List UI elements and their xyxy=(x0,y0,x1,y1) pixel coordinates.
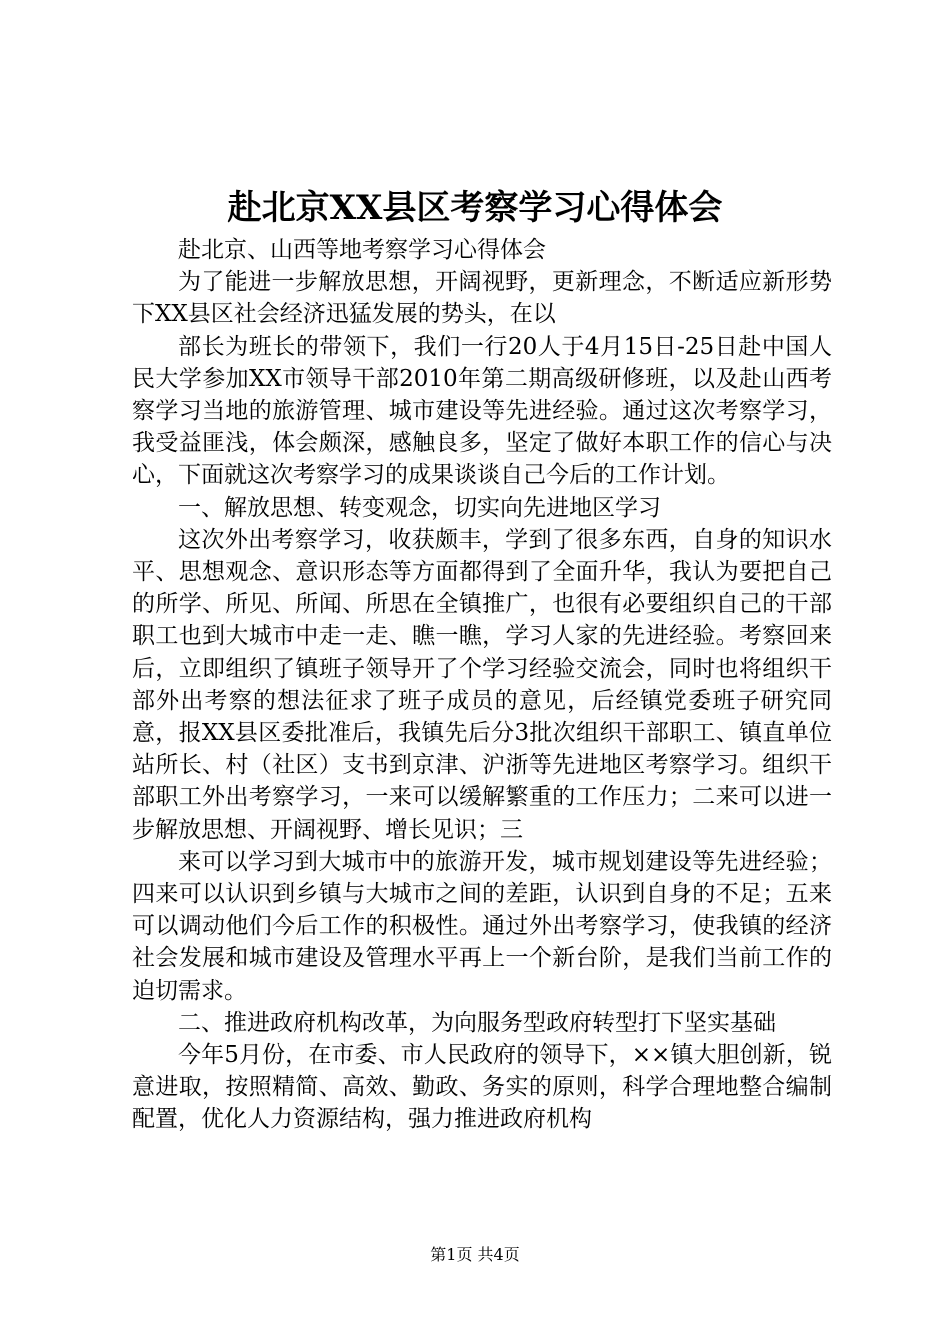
paragraph-background: 部长为班长的带领下，我们一行20人于4月15日-25日赴中国人民大学参加XX市领导干部2010年第二期高级研修班，以及赴山西考察学习当地的旅游管理、城市建设等先进经验。通过这次考察学习，我受益匪浅，体会颇深，感触良多，坚定了做好本职工作的信心与决心，下面就这次考察学习的成果谈谈自己今后的工作计划。 xyxy=(132,333,832,489)
paragraph-intro: 为了能进一步解放思想，开阔视野，更新理念，不断适应新形势下XX县区社会经济迅猛发展的势头，在以 xyxy=(132,269,832,328)
paragraph-section-1-continued: 来可以学习到大城市中的旅游开发，城市规划建设等先进经验；四来可以认识到乡镇与大城市之间的差距，认识到自身的不足；五来可以调动他们今后工作的积极性。通过外出考察学习，使我镇的经济社会发展和城市建设及管理水平再上一个新台阶，是我们当前工作的迫切需求。 xyxy=(132,848,832,1004)
section-heading-2: 二、推进政府机构改革，为向服务型政府转型打下坚实基础 xyxy=(178,1009,776,1036)
section-heading-1: 一、解放思想、转变观念，切实向先进地区学习 xyxy=(178,494,661,521)
page-footer: 第1页 共4页 xyxy=(430,1245,520,1264)
paragraph-section-2: 今年5月份，在市委、市人民政府的领导下，××镇大胆创新，锐意进取，按照精简、高效、勤政、务实的原则，科学合理地整合编制配置，优化人力资源结构，强力推进政府机构 xyxy=(132,1042,832,1133)
document-title: 赴北京XX县区考察学习心得体会 xyxy=(227,188,723,228)
document-body xyxy=(132,234,832,1136)
paragraph-section-1: 这次外出考察学习，收获颇丰，学到了很多东西，自身的知识水平、思想观念、意识形态等方面都得到了全面升华，我认为要把自己的所学、所见、所闻、所思在全镇推广，也很有必要组织自己的干部职工也到大城市中走一走、瞧一瞧，学习人家的先进经验。考察回来后，立即组织了镇班子领导开了个学习经验交流会，同时也将组织干部外出考察的想法征求了班子成员的意见，后经镇党委班子研究同意，报XX县区委批准后，我镇先后分3批次组织干部职工、镇直单位站所长、村（社区）支书到京津、沪浙等先进地区考察学习。组织干部职工外出考察学习，一来可以缓解繁重的工作压力；二来可以进一步解放思想、开阔视野、增长见识；三 xyxy=(132,526,832,843)
paragraph-subtitle: 赴北京、山西等地考察学习心得体会 xyxy=(178,237,546,263)
